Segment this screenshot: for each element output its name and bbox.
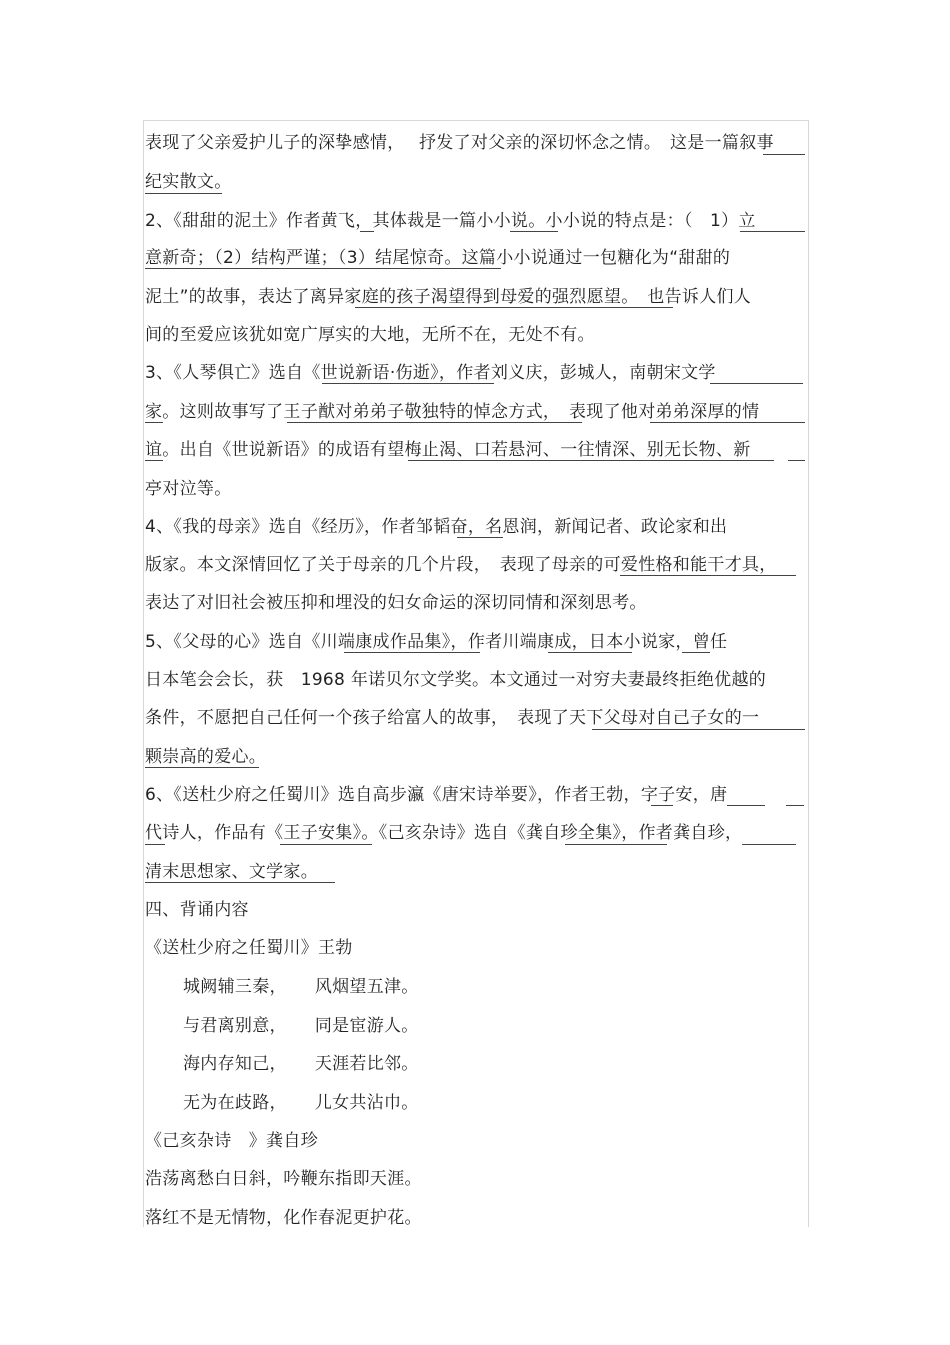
underline <box>145 882 335 883</box>
text-line: 6、《送杜少府之任蜀川》选自高步瀛《唐宋诗举要》，作者王勃，字子安，唐 <box>145 785 728 805</box>
underline <box>145 767 259 768</box>
text-line: 纪实散文。 <box>145 172 232 192</box>
underline <box>287 422 582 423</box>
text-line: 条件，不愿把自己任何一个孩子给富人的故事， 表现了天下父母对自己子女的一 <box>145 708 760 728</box>
underline <box>565 844 667 845</box>
underline <box>788 460 805 461</box>
text-line: 3、《人琴俱亡》选自《世说新语·伤逝》，作者刘义庆，彭城人，南朝宋文学 <box>145 363 716 383</box>
text-line: 清末思想家、文学家。 <box>145 862 318 882</box>
underline <box>592 729 805 730</box>
text-line: 4、《我的母亲》选自《经历》，作者邹韬奋，名恩润，新闻记者、政论家和出 <box>145 517 728 537</box>
poem-line: 与君离别意， 同是宦游人。 <box>183 1016 419 1036</box>
text-line: 亭对泣等。 <box>145 479 232 499</box>
poem-title: 《送杜少府之任蜀川》王勃 <box>145 938 353 958</box>
text-line: 5、《父母的心》选自《川端康成作品集》，作者川端康成，日本小说家，曾任 <box>145 632 728 652</box>
poem-line: 无为在歧路， 儿女共沾巾。 <box>183 1093 419 1113</box>
underline <box>145 844 165 845</box>
underline <box>510 231 558 232</box>
text-line: 日本笔会会长，获 1968 年诺贝尔文学奖。本文通过一对穷夫妻最终拒绝优越的 <box>145 670 767 690</box>
text-line: 2、《甜甜的泥土》作者黄飞，其体裁是一篇小小说。小小说的特点是：（ 1）立 <box>145 211 756 231</box>
underline <box>145 460 163 461</box>
text-line: 泥土”的故事，表达了离异家庭的孩子渴望得到母爱的强烈愿望。 也告诉人们人 <box>145 287 752 307</box>
text-line: 版家。本文深情回忆了关于母亲的几个片段， 表现了母亲的可爱性格和能干才具， <box>145 555 777 575</box>
text-line: 间的至爱应该犹如宽广厚实的大地，无所不在，无处不有。 <box>145 325 595 345</box>
underline <box>548 652 632 653</box>
underline <box>145 422 163 423</box>
text-line: 意新奇；（2）结构严谨；（3）结尾惊奇。这篇小小说通过一包糖化为“甜甜的 <box>145 248 731 268</box>
section-heading: 四、背诵内容 <box>145 900 249 920</box>
underline <box>145 193 222 194</box>
poem-line: 落红不是无情物，化作春泥更护花。 <box>145 1208 422 1228</box>
underline <box>408 460 774 461</box>
poem-line: 城阙辅三秦， 风烟望五津。 <box>183 977 419 997</box>
underline <box>344 652 480 653</box>
underline <box>727 805 765 806</box>
underline <box>280 844 372 845</box>
poem-line: 浩荡离愁白日斜，吟鞭东指即天涯。 <box>145 1169 422 1189</box>
poem-title: 《己亥杂诗 》龚自珍 <box>145 1131 318 1151</box>
underline <box>650 422 805 423</box>
underline <box>710 383 803 384</box>
underline <box>763 154 805 155</box>
underline <box>740 231 805 232</box>
underline <box>651 805 673 806</box>
text-line: 家。这则故事写了王子猷对弟弟子敬独特的悼念方式， 表现了他对弟弟深厚的情 <box>145 402 760 422</box>
underline <box>682 652 710 653</box>
poem-line: 海内存知己， 天涯若比邻。 <box>183 1054 419 1074</box>
text-line: 表现了父亲爱护儿子的深挚感情， 抒发了对父亲的深切怀念之情。 这是一篇叙事 <box>145 133 774 153</box>
underline <box>620 575 796 576</box>
text-line: 谊。出自《世说新语》的成语有望梅止渴、口若悬河、一往情深、别无长物、新 <box>145 440 751 460</box>
underline <box>742 844 796 845</box>
underline <box>786 805 804 806</box>
underline <box>457 537 503 538</box>
underline <box>145 268 501 269</box>
text-line: 代诗人，作品有《王子安集》。《己亥杂诗》选自《龚自珍全集》，作者龚自珍， <box>145 823 743 843</box>
text-line: 表达了对旧社会被压抑和埋没的妇女命运的深切同情和深刻思考。 <box>145 593 647 613</box>
underline <box>360 231 374 232</box>
text-line: 颗崇高的爱心。 <box>145 747 267 767</box>
underline <box>355 307 673 308</box>
underline <box>322 383 494 384</box>
